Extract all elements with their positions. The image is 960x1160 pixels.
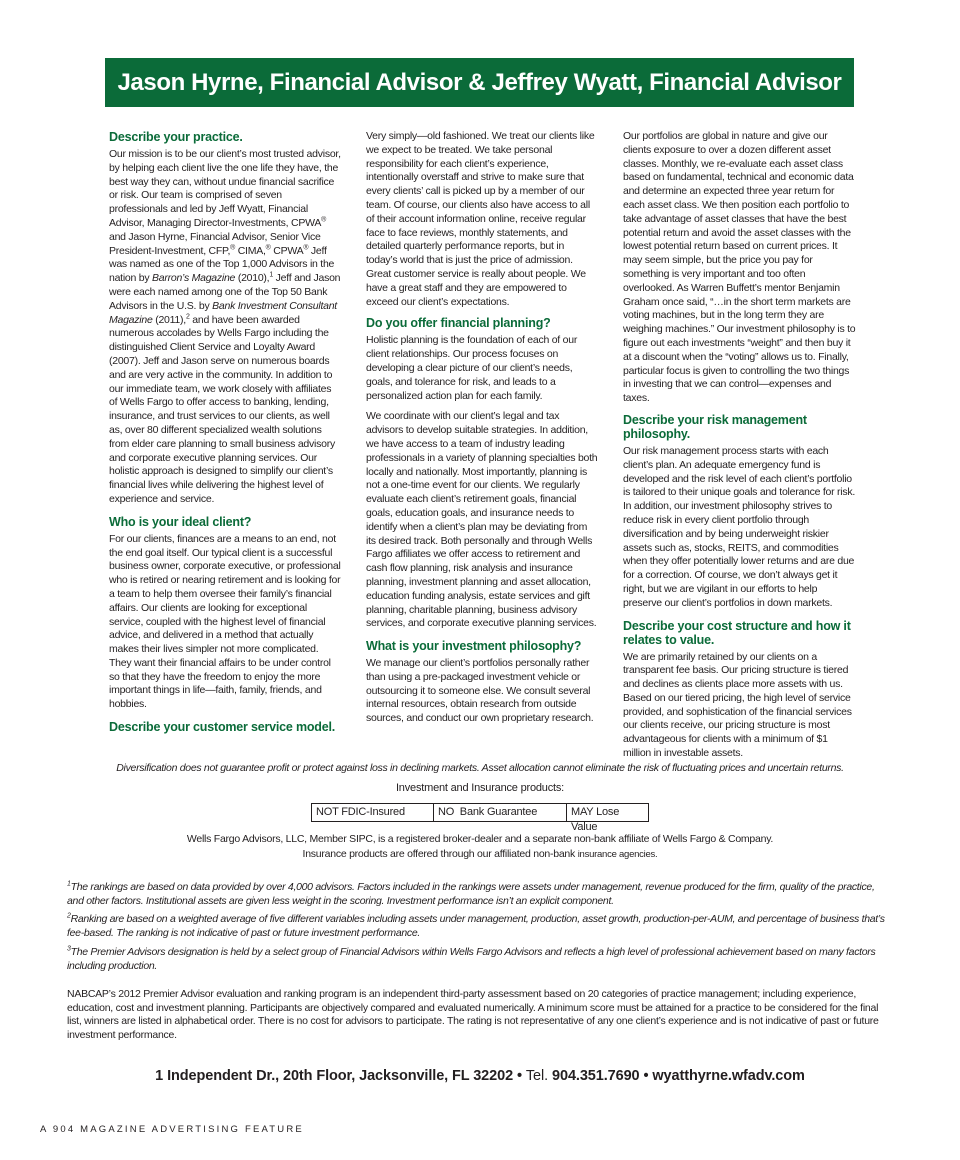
wells-fargo-line-2-text: Insurance products are offered through our affiliated non-bank bbox=[302, 848, 578, 860]
registered-mark: ® bbox=[265, 244, 271, 252]
practice-text-part: Jeff was named as one of the Top 1,000 Advisors in the nation by bbox=[109, 244, 335, 285]
registered-mark: ® bbox=[321, 216, 327, 224]
financial-planning-text-2: We coordinate with our client’s legal and tax advisors to develop suitable strategies. In addition, we have access to a team of industry leading professionals in a variety of planning specialties both locally and nationally. Most importantly, planning is not a one-time event for our clients. We regularly evaluate each client’s retirement goals, financial goals, education goals, and insurance needs to identify when a client’s plan may be deviating from its desired track. Both personally and through Wells Fargo affiliates we offer access to retirement and cash flow planning, risk analysis and insurance planning, investment planning and asset allocation, education funding analysis, estate services and gift planning, charitable planning, business advisory services, and corporate executive planning services. bbox=[366, 410, 598, 630]
heading-customer-service: Describe your customer service model. bbox=[109, 720, 336, 735]
phone-number: 904.351.7690 bbox=[552, 1068, 640, 1084]
section-investment-philosophy bbox=[366, 639, 598, 726]
website-url: wyatthyrne.wfadv.com bbox=[652, 1068, 805, 1084]
customer-service-text: Very simply—old fashioned. We treat our clients like we expect to be treated. We take personal responsibility for each client’s experience, intentionally overstaff and strive to make sure that every clients’ call is picked up by a member of our team. Of course, our clients also have access to all of their account information online, receive regular face to face reviews, monthly statements, and detailed quarterly performance reports, but in today’s world that is just the price of admission. Great customer service is really about people. We have a great staff and they are empowered to exceed our client’s expectations. bbox=[366, 130, 595, 308]
footnote-1 bbox=[67, 881, 893, 908]
footnote-2 bbox=[67, 913, 893, 940]
wells-fargo-line-2-small: insurance agencies. bbox=[577, 849, 658, 860]
practice-text-part: and Jason Hyrne, Financial Advisor, Senior Vice President-Investment, CFP, bbox=[109, 230, 321, 257]
practice-text-part: Jeff and Jason were each named among one of the Top 50 Bank Advisors in the U.S. by bbox=[109, 272, 341, 312]
practice-text-part: CIMA, bbox=[235, 244, 266, 257]
bullet-separator: • bbox=[516, 1068, 522, 1084]
practice-text-part: (2011), bbox=[152, 313, 186, 326]
risk-management-text: Our risk management process starts with each client’s plan. An adequate emergency fund is developed and the risk level of each client’s portfolio is tailored to their unique goals and tolerance for risk. In addition, our investment philosophy strives to reduce risk in every client portfolio through diversification and by being underweight riskier assets such as, stocks, REITS, and commodities when they offer potentially lower returns and are due for a correction. Of course, we don’t always get it right, but we are vigilant in our efforts to help preserve our client’s portfolios in down markets. bbox=[623, 444, 856, 609]
bullet-separator: • bbox=[643, 1068, 649, 1084]
heading-ideal-client: Who is your ideal client? bbox=[109, 514, 252, 529]
footnote-3 bbox=[67, 946, 893, 973]
wells-fargo-line-1: Wells Fargo Advisors, LLC, Member SIPC, is a registered broker-dealer and a separate non-bank affiliate of Wells Fargo & Company. bbox=[186, 833, 774, 845]
insurance-products-title: Investment and Insurance products: bbox=[395, 782, 565, 794]
contact-line bbox=[0, 1068, 960, 1084]
section-customer-service bbox=[109, 720, 341, 734]
section-practice bbox=[109, 130, 341, 507]
heading-practice: Describe your practice. bbox=[109, 130, 243, 144]
column-3 bbox=[623, 130, 857, 769]
section-financial-planning bbox=[366, 316, 598, 631]
section-cost-structure bbox=[623, 619, 857, 761]
wells-fargo-line-2 bbox=[0, 847, 960, 862]
practice-text-part: (2010), bbox=[235, 272, 270, 285]
investment-philosophy-text: We manage our client’s portfolios personally rather than using a pre-packaged investment vehicle or outsourcing it to someone else. We consult several internal resources, obtain research from outside sources, and conduct our own proprietary research. bbox=[366, 657, 594, 725]
section-ideal-client bbox=[109, 515, 341, 712]
tel-label: Tel. bbox=[525, 1068, 549, 1084]
footnote-text: The Premier Advisors designation is held by a select group of Financial Advisors within Wells Fargo Advisors and reflects a high level of professional achievement based on many factors including production. bbox=[67, 946, 876, 972]
publication-title: Barron’s Magazine bbox=[152, 272, 236, 285]
cost-structure-text: We are primarily retained by our clients on a transparent fee basis. Our pricing structure is tiered and declines as clients place more assets with us. Based on our tiered pricing, the high level of service provided, and sophistication of the financial services our clients receive, our pricing structure is most advantageous for clients with a minimum of $1 million in investable assets. bbox=[623, 650, 852, 760]
footnote-text: Ranking are based on a weighted average of five different variables including assets under management, production, asset growth, production-per-AUM, and percentage of business that’s fee-based. The ranking is not indicative of past or future investment performance. bbox=[67, 913, 885, 939]
page-title: Jason Hyrne, Financial Advisor & Jeffrey Wyatt, Financial Advisor bbox=[117, 68, 842, 96]
diversification-disclaimer: Diversification does not guarantee profit or protect against loss in declining markets. Asset allocation cannot eliminate the risk of fluctuating prices and uncertain returns. bbox=[116, 762, 844, 774]
ideal-client-text: For our clients, finances are a means to an end, not the end goal itself. Our typical client is a successful business owner, corporate executive, or professional who is retired or nearing retirement and is looking for a team to help them oversee their family’s financial affairs. Our clients are looking for exceptional service, coupled with the highest level of financial advice, and delivered in a method that actually makes their lives simpler not more complicated. They want their financial affairs to be under control so that they have the freedom to enjoy the more important things in life—faith, family, friends, and hobbies. bbox=[109, 532, 341, 711]
street-address: 1 Independent Dr., 20th Floor, Jacksonville, FL 32202 bbox=[155, 1068, 514, 1084]
heading-financial-planning: Do you offer financial planning? bbox=[366, 316, 551, 331]
advertising-feature-label: A 904 MAGAZINE ADVERTISING FEATURE bbox=[40, 1124, 304, 1135]
title-banner bbox=[105, 58, 854, 107]
practice-text-part: and have been awarded numerous accolades by Wells Fargo including the distinguished Client Service and Loyalty Award (2007). Jeff and Jason serve on numerous boards and are very active in the community. In addition to our immediate team, we work closely with affiliates of Wells Fargo to offer access to banking, lending, insurance, and trust services to our clients, as well as, over 80 different specialized wealth solutions from elder care planning to small business advisory and corporate executive planning services. Our holistic approach is designed to simplify our client’s financial lives while delivering the highest level of experience and service. bbox=[109, 313, 335, 505]
heading-risk-management: Describe your risk management philosophy. bbox=[623, 412, 807, 441]
practice-text-part: CPWA bbox=[270, 244, 304, 257]
footnote-number: 2 bbox=[67, 912, 71, 920]
financial-planning-text-1: Holistic planning is the foundation of each of our client relationships. Our process focuses on developing a clear picture of our client’s needs, goals, and tolerance for risk, and leads to a personalized action plan for each family. bbox=[366, 334, 578, 402]
may-lose-value-cell: MAY Lose Value bbox=[571, 806, 620, 833]
column-1 bbox=[109, 130, 341, 742]
footnote-ref-2: 2 bbox=[185, 313, 190, 321]
registered-mark: ® bbox=[303, 244, 309, 252]
footnote-number: 3 bbox=[67, 945, 71, 953]
section-risk-management bbox=[623, 413, 857, 611]
practice-text-part: Our mission is to be our client’s most trusted advisor, by helping each client live the one life they have, the best way they can, without undue financial sacrifice or risk. Our team is comprised of seven professionals and led by Jeff Wyatt, Financial Advisor, Managing Director-Investments, CPWA bbox=[109, 148, 341, 229]
practice-text bbox=[109, 148, 341, 507]
fdic-disclosure-box bbox=[311, 803, 649, 833]
wells-fargo-disclosure bbox=[0, 832, 960, 862]
footnote-ref-1: 1 bbox=[269, 271, 273, 279]
heading-investment-philosophy: What is your investment philosophy? bbox=[366, 639, 582, 654]
publication-title: Bank Investment Consultant Magazine bbox=[109, 299, 337, 326]
heading-cost-structure: Describe your cost structure and how it relates to value. bbox=[623, 618, 851, 647]
column-2 bbox=[366, 130, 598, 734]
investment-philosophy-continued: Our portfolios are global in nature and give our clients exposure to over a dozen different asset classes. Monthly, we re-evaluate each asset class based on fundamental, technical and economic data and determine an expected three year return for each asset class. We then position each portfolio to take advantage of asset classes that have the best potential return and avoid the asset classes with the lowest potential return based on current prices. It may seem simple, but the price you pay for something is very important and too often overlooked. As Warren Buffett’s mentor Benjamin Graham once said, “…in the short term markets are voting machines, but in the long term they are weighing machines.” Our investment philosophy is to figure out each investments “weight” and then buy it at a discount when the “voting” allows us to. Finally, particular focus is given to controlling the two things in investing that we can control—expenses and taxes. bbox=[623, 130, 856, 405]
no-bank-guarantee-cell: NO Bank Guarantee bbox=[434, 804, 567, 821]
registered-mark: ® bbox=[230, 244, 236, 252]
not-fdic-insured-cell: NOT FDIC-Insured bbox=[312, 804, 434, 821]
nabcap-disclosure: NABCAP’s 2012 Premier Advisor evaluation and ranking program is an independent third-party assessment based on 20 categories of practice management; including experience, education, cost and investment planning. Participants are objectively compared and evaluated numerically. A minimum score must be attained for a practice to be considered for the final list, winners are listed in alphabetical order. There is no cost for advisors to participate. The rating is not representative of any one client’s experience and is not indicative of past or future investment performance. bbox=[67, 988, 879, 1041]
footnote-number: 1 bbox=[67, 880, 71, 888]
footnote-text: The rankings are based on data provided by over 4,000 advisors. Factors included in the rankings were assets under management, revenue produced for the firm, quality of the practice, and other factors. Institutional assets are given less weight in the scoring. Investment performance isn’t an explicit component. bbox=[67, 881, 875, 907]
